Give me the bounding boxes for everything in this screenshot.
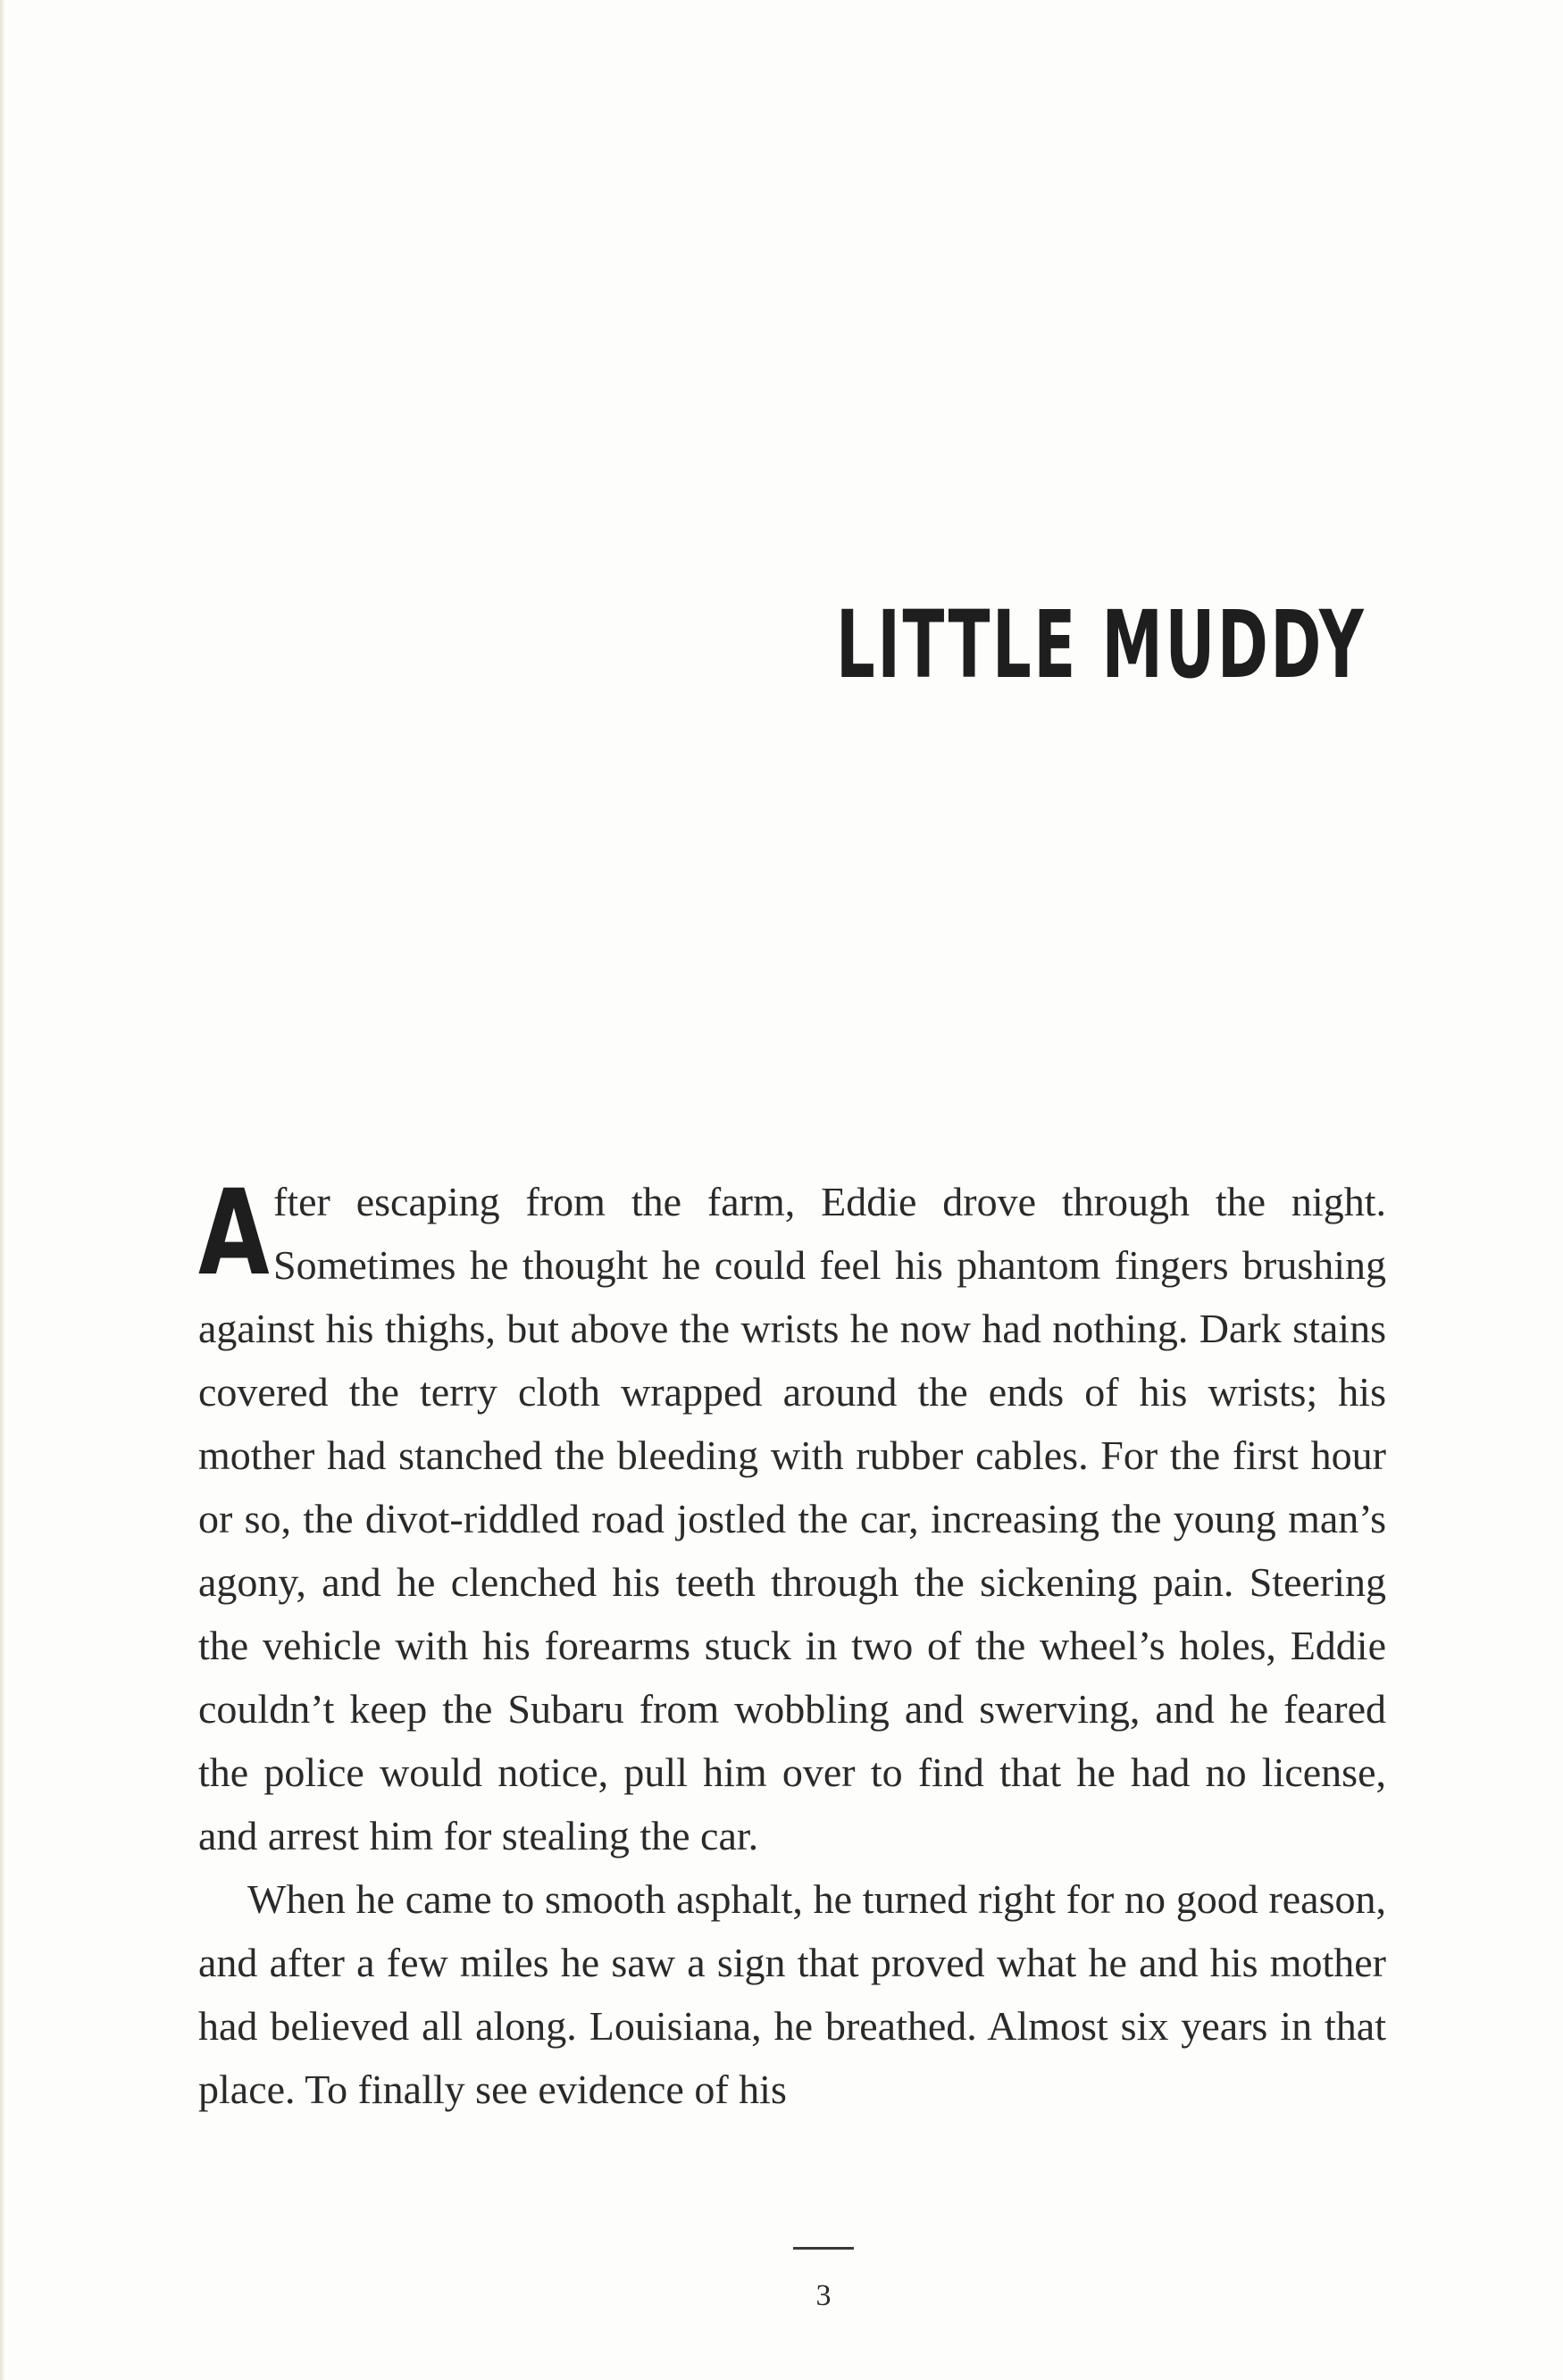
paragraph-1-text: fter escaping from the farm, Eddie drove through the night. Sometimes he thought he could feel his phantom fingers brushing against his thighs, but above the wrists he now had nothing. Dark stains covered the terry cloth wrapped around the ends of his wrists; his mother had stanched the bleeding with rubber cables. For the first hour or so, the divot-riddled road jostled the car, increasing the young man’s agony, and he clenched his teeth through the sickening pain. Steering the vehicle with his forearms stuck in two of the wheel’s holes, Eddie couldn’t keep the Subaru from wobbling and swerving, and he feared the police would notice, pull him over to find that he had no license, and arrest him for stealing the car.	[198, 1179, 1386, 1858]
paragraph-2: When he came to smooth asphalt, he turned right for no good reason, and after a few miles he saw a sign that proved what he and his mother had believed all along. Louisiana, he breathed. Almost six years in that place. To finally see evidence of his	[198, 1876, 1386, 2112]
page-number: 3	[815, 2279, 832, 2312]
paragraph-1	[198, 1165, 1386, 1867]
drop-cap: A	[198, 1165, 270, 1302]
body-text	[198, 1165, 1386, 2121]
folio-rule	[793, 2247, 854, 2250]
chapter-title: LITTLE MUDDY	[836, 590, 1367, 699]
page-edge	[0, 0, 5, 2380]
